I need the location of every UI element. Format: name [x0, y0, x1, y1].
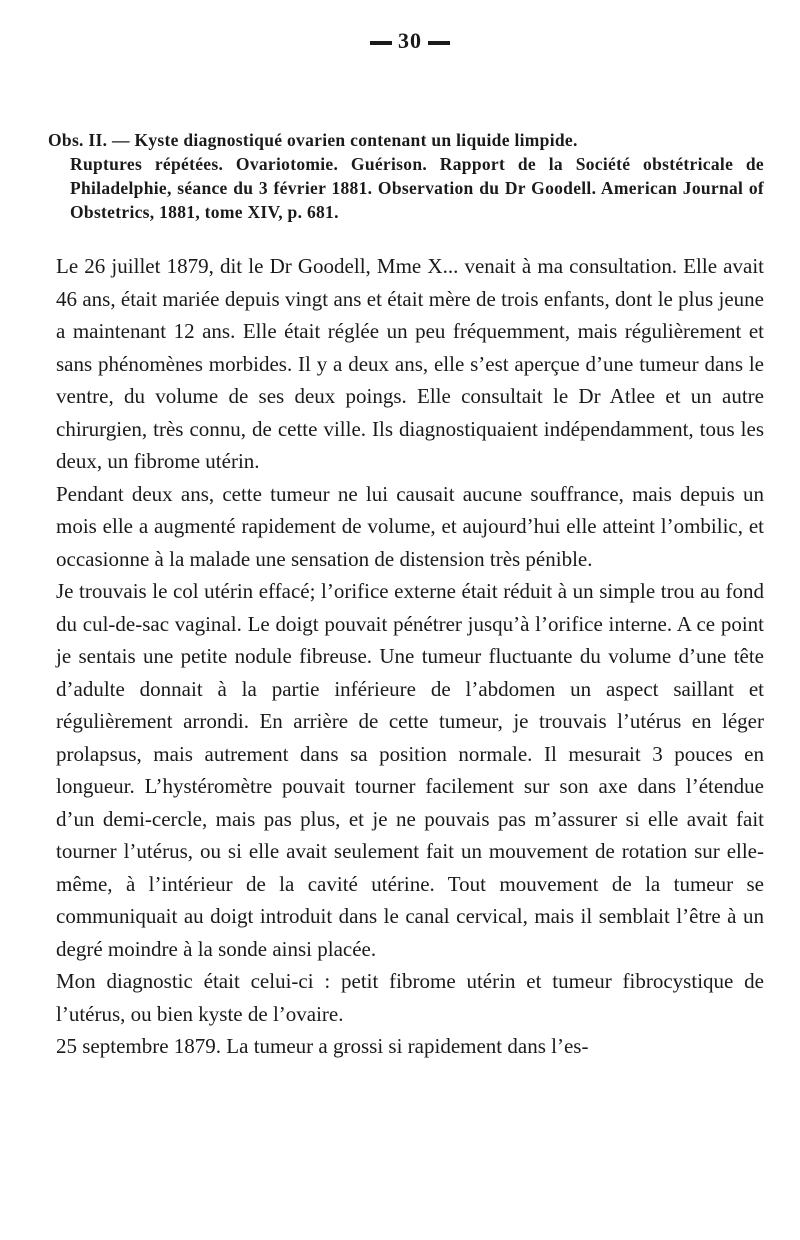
paragraph-3: Je trouvais le col utérin effacé; l’orifice externe était réduit à un simple trou au fond du cul-de-sac vaginal. Le doigt pouvait pénétrer jusqu’à l’orifice interne. A ce point je sentais une petite nodule fibreuse. Une tumeur fluctuante du volume d’une tête d’adulte donnait à la partie inférieure de l’abdomen un aspect saillant et régulièrement arrondi. En arrière de cette tumeur, je trouvais l’utérus en léger prolapsus, mais autrement dans sa position normale. Il mesurait 3 pouces en longueur. L’hystéromètre pouvait tourner facilement sur son axe dans l’étendue d’un demi-cercle, mais pas plus, et je ne pouvais pas m’assurer si elle avait fait tourner l’utérus, ou si elle avait seulement fait un mouvement de rotation sur elle-même, à l’intérieur de la cavité utérine. Tout mouvement de la tumeur se communiquait au doigt introduit dans le canal cervical, mais il semblait l’être à un degré moindre à la sonde ainsi placée.: [56, 579, 764, 961]
page-number-header: [56, 0, 764, 58]
body-text: [56, 250, 764, 1063]
right-dash: [428, 41, 450, 45]
paragraph-5: 25 septembre 1879. La tumeur a grossi si rapidement dans l’es-: [56, 1034, 589, 1058]
paragraph-4: Mon diagnostic était celui-ci : petit fibrome utérin et tumeur fibrocystique de l’utérus, ou bien kyste de l’ovaire.: [56, 969, 764, 1026]
observation-title: Obs. II. — Kyste diagnostiqué ovarien contenant un liquide limpide.: [48, 130, 578, 150]
paragraph-2: Pendant deux ans, cette tumeur ne lui causait aucune souffrance, mais depuis un mois elle a augmenté rapidement de volume, et aujourd’hui elle atteint l’ombilic, et occasionne à la malade une sensation de distension très pénible.: [56, 481, 764, 571]
observation-reference: Ruptures répétées. Ovariotomie. Guérison. Rapport de la Société obstétricale de Philadelphie, séance du 3 février 1881. Observation du Dr Goodell. American Journal of Obstetrics, 1881, tome XIV, p. 681.: [70, 154, 764, 222]
left-dash: [370, 41, 392, 45]
observation-heading: [48, 128, 764, 224]
page-number: 30: [398, 28, 422, 53]
paragraph-1: Le 26 juillet 1879, dit le Dr Goodell, Mme X... venait à ma consultation. Elle avait 46 ans, était mariée depuis vingt ans et était mère de trois enfants, dont le plus jeune a maintenant 12 ans. Elle était réglée un peu fréquemment, mais régulièrement et sans phénomènes morbides. Il y a deux ans, elle s’est aperçue d’une tumeur dans le ventre, du volume de ses deux poings. Elle consultait le Dr Atlee et un autre chirurgien, très connu, de cette ville. Ils diagnostiquaient indépendamment, tous les deux, un fibrome utérin.: [56, 254, 764, 473]
